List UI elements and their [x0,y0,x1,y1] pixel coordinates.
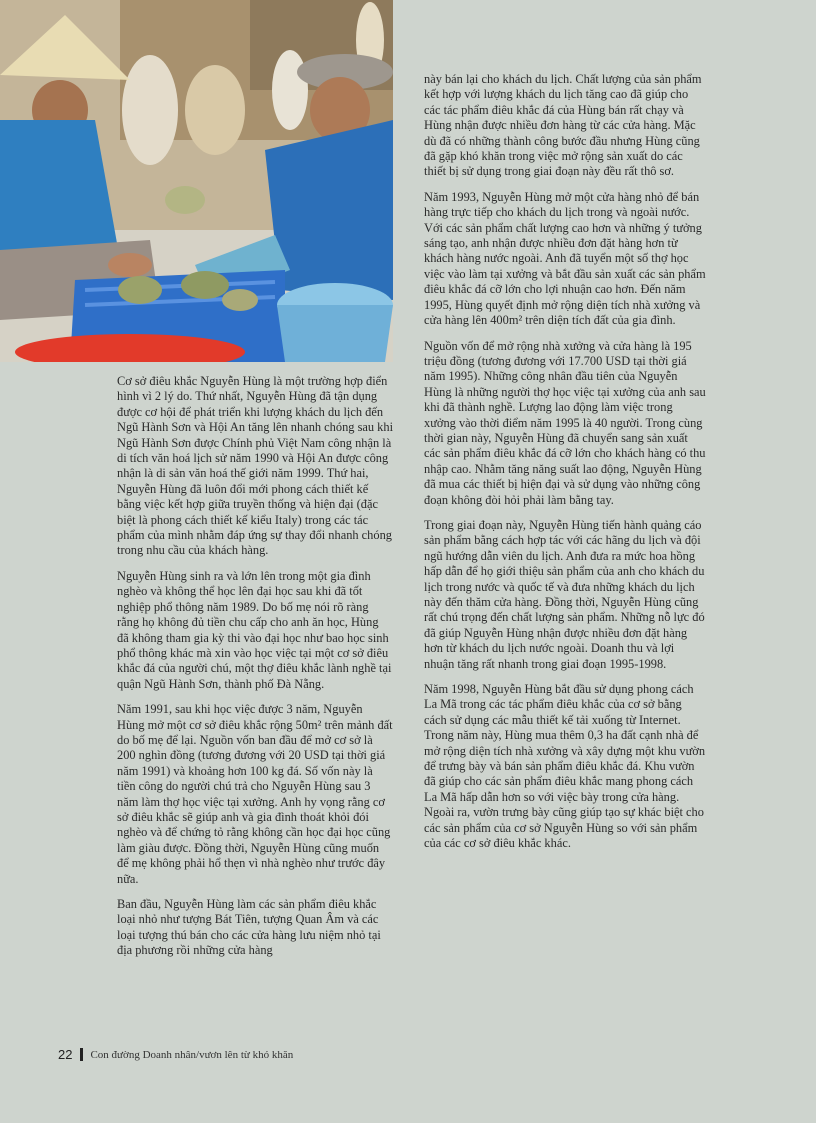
page-number: 22 [58,1047,73,1062]
paragraph: Năm 1991, sau khi học việc được 3 năm, Nguyễn Hùng mở một cơ sở điêu khắc rộng 50m² trên mảnh đất do bố mẹ để lại. Nguồn vốn ban đầu để mở cơ sở là 200 nghìn đồng (tương đương với 20 USD tại thời giá năm 1991) và khoảng hơn 100 kg đá. Số vốn này là tiền công do người chú trả cho Nguyễn Hùng sau 3 năm làm thợ học việc tại xưởng. Anh hy vọng rằng cơ sở điêu khắc sẽ giúp anh và gia đình thoát khỏi đói nghèo và để chứng tỏ rằng không cần học đại học cũng làm giàu được. Đồng thời, Nguyễn Hùng cũng muốn để mẹ không phải hổ thẹn vì nhà nghèo như trước đây nữa. [117,702,393,886]
page-footer [58,1047,293,1062]
footer-title: Con đường Doanh nhân/vươn lên từ khó khăn [90,1048,294,1061]
paragraph: Nguồn vốn để mở rộng nhà xưởng và cửa hàng là 195 triệu đồng (tương đương với 17.700 USD tại thời giá năm 1995). Những công nhân đầu tiên của Nguyễn Hùng là những người thợ học việc tại xưởng của anh sau khi đã thành nghề. Lượng lao động làm việc trong xưởng vào thời điểm năm 1995 là 40 người. Trong cùng thời gian này, Nguyễn Hùng đã chuyển sang sản xuất các sản phẩm điêu khắc đá cỡ lớn cho khách hàng có thu nhập cao. Nhằm tăng năng suất lao động, Nguyễn Hùng đã mua các thiết bị hiện đại và sử dụng vào những công đoạn không đòi hỏi phải làm bằng tay. [424,338,706,507]
paragraph: Trong giai đoạn này, Nguyễn Hùng tiến hành quảng cáo sản phẩm bằng cách hợp tác với các hãng du lịch và đội ngũ hướng dẫn viên du lịch. Anh đưa ra mức hoa hồng hấp dẫn để họ giới thiệu sản phẩm của anh cho khách du lịch trong nước và quốc tế và đưa những khách du lịch này đến thăm cửa hàng. Đồng thời, Nguyễn Hùng cũng rất chú trọng đến chất lượng sản phẩm. Những nỗ lực đó đã giúp Nguyễn Hùng nhận được nhiều đơn đặt hàng hơn từ khách du lịch nước ngoài. Doanh thu và lợi nhuận tăng rất nhanh trong giai đoạn 1995-1998. [424,517,705,671]
paragraph: này bán lại cho khách du lịch. Chất lượng của sản phẩm kết hợp với lượng khách du lịch tăng cao đã giúp cho các tác phẩm điêu khắc đá của Hùng bán rất chạy và Hùng nhận được nhiều đơn hàng từ các cửa hàng. Mặc dù đã có những thành công bước đầu nhưng Hùng cũng đã gặp khó khăn trong việc mở rộng sản xuất do các thiết bị sử dụng trong giai đoạn này đều rất thô sơ. [424,72,702,179]
artisans-carving-stone-photo [0,0,393,362]
right-text-column [424,72,706,862]
paragraph: Ban đầu, Nguyễn Hùng làm các sản phẩm điêu khắc loại nhỏ như tượng Bát Tiên, tượng Quan Âm và các loại tượng thú bán cho các cửa hàng lưu niệm nhỏ tại địa phương rồi những cửa hàng [117,897,381,958]
paragraph: Cơ sở điêu khắc Nguyễn Hùng là một trường hợp điển hình vì 2 lý do. Thứ nhất, Nguyễn Hùng đã tận dụng được cơ hội để phát triển khi lượng khách du lịch đến Ngũ Hành Sơn và Hội An tăng lên nhanh chóng sau khi Ngũ Hành Sơn được Chính phủ Việt Nam công nhận là di tích văn hoá lịch sử năm 1990 và Hội An được công nhận là di sản văn hoá thế giới năm 1999. Thứ hai, Nguyễn Hùng đã luôn đổi mới phong cách thiết kế bằng việc kết hợp giữa truyền thống và hiện đại (đặc biệt là phong cách thiết kế kiểu Italy) trong các tác phẩm của mình nhằm đáp ứng sự thay đổi nhanh chóng trong nhu cầu của khách hàng. [117,374,394,558]
footer-divider [80,1048,83,1061]
paragraph: Năm 1998, Nguyễn Hùng bắt đầu sử dụng phong cách La Mã trong các tác phẩm điêu khắc của cơ sở bằng cách sử dụng các mẫu thiết kế tải xuống từ Internet. Trong năm này, Hùng mua thêm 0,3 ha đất cạnh nhà để mở rộng diện tích nhà xưởng và xây dựng một khu vườn để trưng bày và bán sản phẩm điêu khắc đá. Khu vườn đã giúp cho các sản phẩm điêu khắc mang phong cách La Mã hấp dẫn hơn so với việc bày trong cửa hàng. Ngoài ra, vườn trưng bày cũng giúp tạo sự khác biệt cho các sản phẩm của cơ sở Nguyễn Hùng so với sản phẩm của các cơ sở điêu khắc khác. [424,682,706,851]
paragraph: Nguyễn Hùng sinh ra và lớn lên trong một gia đình nghèo và không thể học lên đại học sau khi đã tốt nghiệp phổ thông năm 1989. Do bố mẹ nói rõ ràng rằng họ không đủ tiền chu cấp cho anh ăn học, Hùng đã không tham gia kỳ thi vào đại học như bao học sinh phổ thông khác mà xin vào học việc tại một cơ sở điêu khắc đá của người chú, một thợ điêu khắc lành nghề tại quận Ngũ Hành Sơn, thành phố Đà Nẵng. [117,568,392,691]
left-text-column [117,374,393,969]
paragraph: Năm 1993, Nguyễn Hùng mở một cửa hàng nhỏ để bán hàng trực tiếp cho khách du lịch trong và ngoài nước. Với các sản phẩm chất lượng cao hơn và những ý tưởng sáng tạo, anh nhận được nhiều đơn đặt hàng hơn từ khách hàng nước ngoài. Anh đã tuyển một số thợ học việc vào làm tại xưởng và bắt đầu sản xuất các sản phẩm điêu khắc đá cỡ lớn cho lợi nhuận cao hơn. Đến năm 1995, Hùng quyết định mở rộng diện tích nhà xưởng và cửa hàng lên 400m² trên diện tích đất của gia đình. [424,189,706,328]
